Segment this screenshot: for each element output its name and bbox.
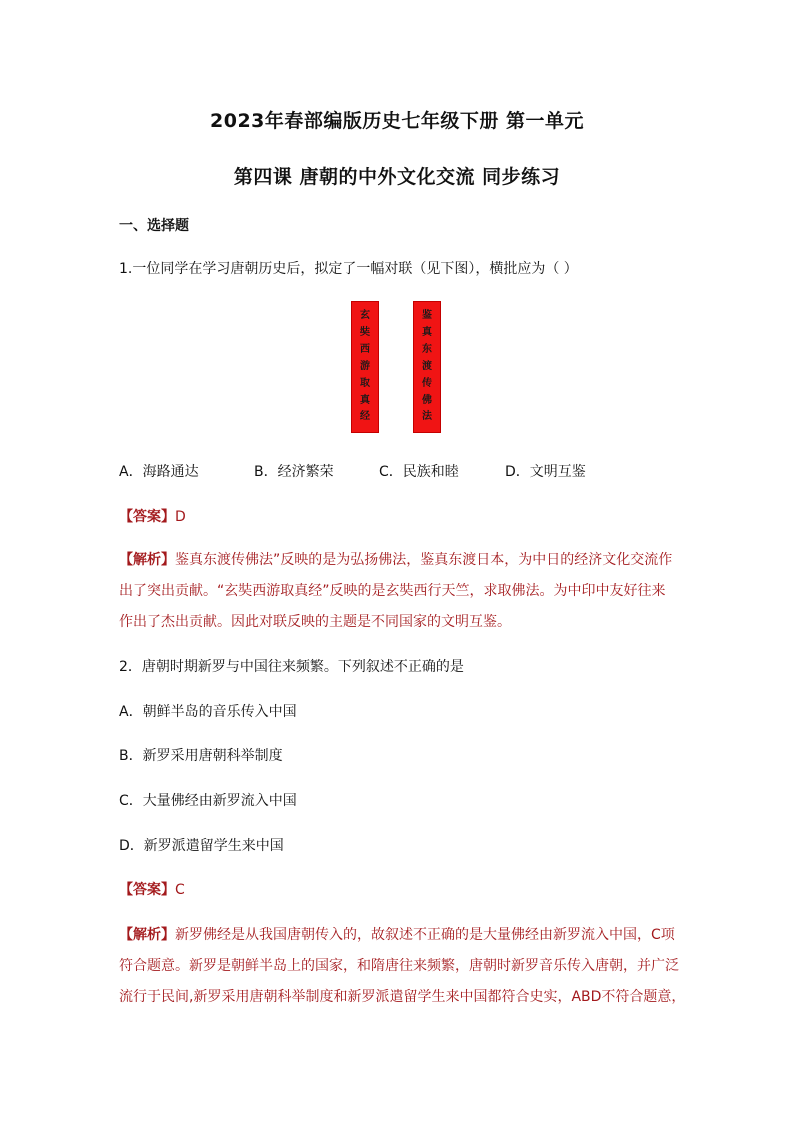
question-1-analysis-line-3: 作出了杰出贡献。因此对联反映的主题是不同国家的文明互鉴。 [119, 614, 511, 630]
question-2-analysis-line-2: 符合题意。新罗是朝鲜半岛上的国家，和隋唐往来频繁，唐朝时新罗音乐传入唐朝，并广泛 [119, 958, 679, 974]
couplet-char: 真 [422, 327, 432, 339]
question-2-stem: 2．唐朝时期新罗与中国往来频繁。下列叙述不正确的是 [119, 659, 464, 675]
question-1-stem: 1.一位同学在学习唐朝历史后，拟定了一幅对联（见下图），横批应为（ ） [119, 261, 578, 277]
question-2-analysis-line-1 [119, 924, 675, 944]
question-1-analysis-line-1 [119, 549, 672, 569]
couplet-char: 传 [422, 377, 432, 389]
couplet-char: 经 [360, 411, 370, 423]
option-c: C．大量佛经由新罗流入中国 [119, 793, 297, 809]
option-b: B．经济繁荣 [254, 464, 334, 480]
couplet-char: 游 [360, 360, 370, 372]
analysis-text: 鉴真东渡传佛法”反映的是为弘扬佛法，鉴真东渡日本，为中日的经济文化交流作 [175, 552, 673, 568]
couplet-char: 东 [422, 344, 432, 356]
couplet-char: 奘 [360, 327, 370, 339]
couplet-char: 取 [360, 377, 370, 389]
couplet-char: 真 [360, 394, 370, 406]
option-a: A．海路通达 [119, 464, 199, 480]
couplet-char: 法 [422, 411, 432, 423]
couplet-right-scroll [413, 301, 441, 433]
document-title: 2023年春部编版历史七年级下册 第一单元 [210, 110, 584, 132]
answer-tag: 【答案】 [119, 509, 175, 525]
couplet-left-scroll [351, 301, 379, 433]
analysis-tag: 【解析】 [119, 927, 175, 943]
analysis-tag: 【解析】 [119, 552, 175, 568]
question-2-answer [119, 879, 185, 899]
answer-value: C [175, 882, 185, 898]
answer-tag: 【答案】 [119, 882, 175, 898]
option-a: A．朝鲜半岛的音乐传入中国 [119, 704, 297, 720]
option-d: D．新罗派遣留学生来中国 [119, 838, 284, 854]
question-1-analysis-line-2: 出了突出贡献。“玄奘西游取真经”反映的是玄奘西行天竺，求取佛法。为中印中友好往来 [119, 583, 666, 599]
couplet-char: 佛 [422, 394, 432, 406]
option-c: C．民族和睦 [379, 464, 459, 480]
couplet-char: 西 [360, 344, 370, 356]
lesson-title: 第四课 唐朝的中外文化交流 同步练习 [233, 166, 561, 188]
analysis-text: 新罗佛经是从我国唐朝传入的，故叙述不正确的是大量佛经由新罗流入中国，C项 [175, 927, 675, 943]
answer-value: D [175, 509, 186, 525]
question-2-analysis-line-3: 流行于民间,新罗采用唐朝科举制度和新罗派遣留学生来中国都符合史实，ABD不符合题意， [119, 989, 686, 1005]
couplet-char: 鉴 [422, 310, 432, 322]
option-d: D．文明互鉴 [505, 464, 586, 480]
option-b: B．新罗采用唐朝科举制度 [119, 748, 283, 764]
couplet-char: 玄 [360, 310, 370, 322]
couplet-char: 渡 [422, 360, 432, 372]
section-heading: 一、选择题 [119, 218, 189, 234]
question-1-options [119, 461, 679, 481]
question-1-answer [119, 506, 186, 526]
